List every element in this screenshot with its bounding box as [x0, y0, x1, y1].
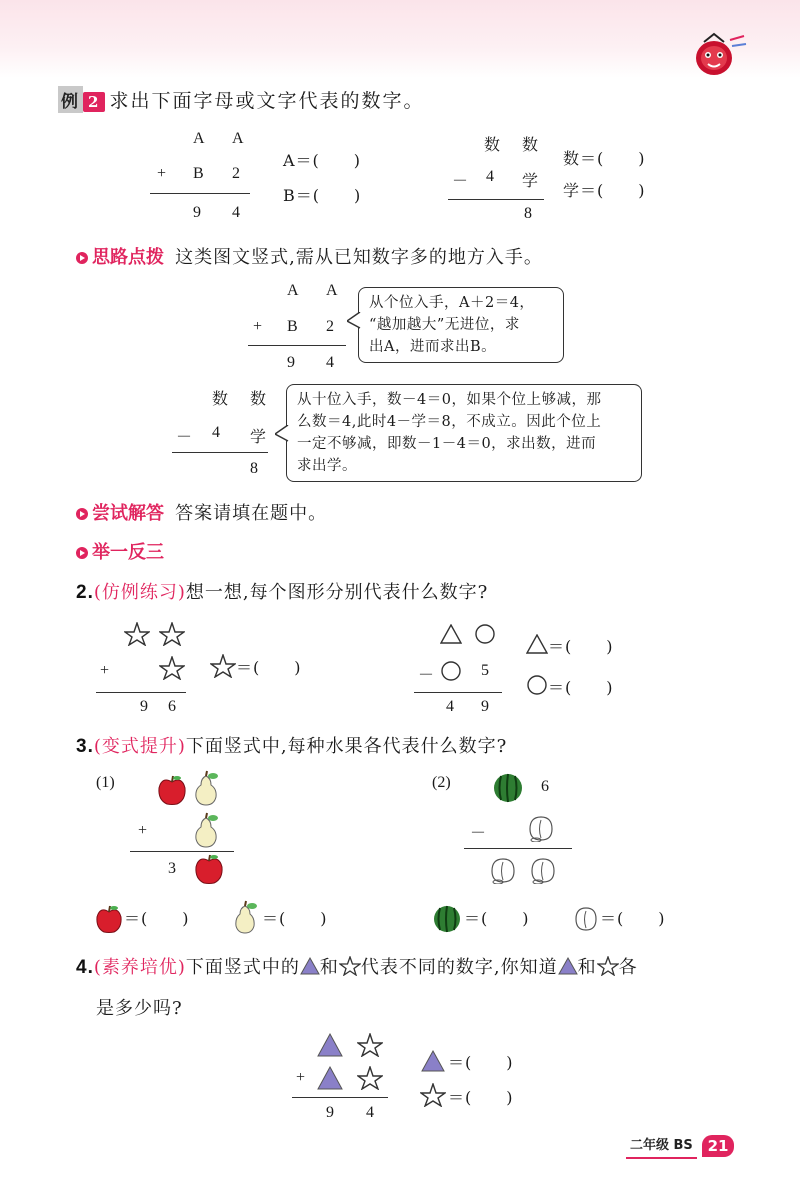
- example-badge: 例: [58, 86, 83, 113]
- q4-number: 4.: [76, 957, 94, 978]
- bubble-line: 一定不够减，即数－1－4＝0，求出数，进而: [297, 436, 597, 452]
- bubble-line: 么数＝4,此时4－学＝8，不成立。因此个位上: [297, 414, 602, 430]
- example-number: 2: [83, 92, 105, 112]
- bubble-line: 从个位入手，A＋2＝4，: [369, 295, 535, 311]
- pear-icon: [192, 812, 222, 848]
- digit: 9: [193, 204, 201, 221]
- answer-blank[interactable]: ＝( ): [262, 909, 328, 928]
- bubble-tail: [347, 312, 361, 330]
- bubble-line: 求出学。: [297, 458, 357, 474]
- operator: －: [176, 429, 193, 446]
- example-title-row: [58, 86, 424, 113]
- triangle-icon: [440, 624, 462, 644]
- star-icon: [597, 956, 619, 976]
- digit: 5: [481, 662, 489, 679]
- play-icon: [76, 252, 88, 264]
- part-label: (2): [432, 774, 451, 791]
- q2-text: 想一想,每个图形分别代表什么数字?: [185, 582, 489, 603]
- digit: 9: [140, 698, 148, 715]
- top-band: [0, 0, 800, 78]
- star-icon: [357, 1066, 383, 1090]
- triangle-icon: [317, 1066, 343, 1090]
- sum-line: [130, 851, 234, 852]
- digit: 9: [326, 1104, 334, 1121]
- operator: +: [253, 318, 263, 335]
- q2-number: 2.: [76, 582, 94, 603]
- q2-row: [76, 578, 488, 604]
- operator: +: [157, 165, 167, 182]
- star-icon: [124, 622, 150, 646]
- digit: A: [287, 282, 299, 299]
- pear-icon: [232, 900, 260, 934]
- watermelon-icon: [492, 772, 524, 804]
- circle-icon: [526, 674, 548, 696]
- star-icon: [159, 656, 185, 680]
- q4-text: 各: [618, 957, 638, 978]
- q4-text: 和: [319, 957, 339, 978]
- operator: －: [452, 173, 469, 190]
- q3-row: [76, 732, 507, 758]
- grade-label: 二年级 BS: [626, 1135, 697, 1159]
- digit: 3: [168, 860, 176, 877]
- sum-line: [96, 692, 186, 693]
- star-icon: [420, 1083, 446, 1107]
- digit: 8: [250, 460, 258, 477]
- digit: 9: [287, 354, 295, 371]
- circle-icon: [440, 660, 462, 682]
- practice-row: [76, 538, 164, 564]
- circle-icon: [474, 623, 496, 645]
- q4-tag: (素养培优): [93, 957, 186, 978]
- char: 数: [250, 391, 267, 408]
- sum-line: [292, 1097, 388, 1098]
- diff-line: [414, 692, 502, 693]
- operator: －: [418, 667, 435, 684]
- triangle-icon: [558, 957, 578, 975]
- q4-text: 和: [577, 957, 597, 978]
- diff-line: [464, 848, 572, 849]
- bubble-line: 从十位入手，数－4＝0，如果个位上够减，那: [297, 392, 602, 408]
- digit: 4: [486, 168, 494, 185]
- star-icon: [339, 956, 361, 976]
- digit: 2: [326, 318, 334, 335]
- digit: 9: [481, 698, 489, 715]
- q3-tag: (变式提升): [93, 736, 186, 757]
- hint-bubble-a: [358, 287, 564, 363]
- q4-row: [76, 953, 638, 979]
- operator: －: [470, 825, 487, 842]
- watermelon-icon: [432, 904, 462, 934]
- operator: +: [100, 662, 110, 679]
- hint-text: 这类图文竖式,需从已知数字多的地方入手。: [175, 247, 543, 268]
- q4-text-line2: 是多少吗?: [96, 998, 183, 1019]
- apple-icon: [156, 774, 188, 806]
- answer-blank[interactable]: ＝( ): [124, 909, 190, 928]
- digit: B: [287, 318, 298, 335]
- star-icon: [210, 654, 236, 678]
- answer-blank[interactable]: ＝( ): [464, 909, 530, 928]
- char: 学: [250, 429, 267, 446]
- part-label: (1): [96, 774, 115, 791]
- answer-blank[interactable]: ＝( ): [600, 909, 666, 928]
- q4-text: 下面竖式中的: [185, 957, 300, 978]
- triangle-icon: [421, 1050, 445, 1072]
- peach-icon: [526, 812, 556, 842]
- star-icon: [159, 622, 185, 646]
- digit: 8: [524, 205, 532, 222]
- digit: 2: [232, 165, 240, 182]
- operator: +: [296, 1069, 306, 1086]
- answer-blank[interactable]: ＝( ): [548, 678, 614, 697]
- sum-line: [248, 345, 346, 346]
- bubble-line: 出A，进而求出B。: [369, 339, 497, 355]
- peach-icon: [572, 904, 600, 932]
- pear-icon: [192, 770, 222, 806]
- answer-blank[interactable]: A＝( ): [283, 151, 362, 170]
- footer: [626, 1135, 736, 1157]
- play-icon: [76, 547, 88, 559]
- sum-line: [150, 193, 250, 194]
- play-icon: [76, 508, 88, 520]
- answer-blank[interactable]: 数＝( ): [563, 149, 646, 168]
- star-icon: [357, 1033, 383, 1057]
- char: 数: [484, 137, 501, 154]
- digit: 4: [326, 354, 334, 371]
- char: 数: [522, 137, 539, 154]
- peach-icon: [488, 854, 518, 884]
- q2-tag: (仿例练习): [93, 582, 186, 603]
- digit: 6: [541, 778, 549, 795]
- answer-blank[interactable]: ＝( ): [448, 1053, 514, 1072]
- char: 学: [522, 173, 539, 190]
- mascot-icon: [688, 28, 748, 82]
- answer-blank[interactable]: ＝( ): [548, 637, 614, 656]
- apple-icon: [193, 853, 225, 885]
- diff-line: [448, 199, 544, 200]
- triangle-icon: [317, 1033, 343, 1057]
- q3-number: 3.: [76, 736, 94, 757]
- digit: 4: [232, 204, 240, 221]
- digit: A: [232, 130, 244, 147]
- answer-blank[interactable]: B＝( ): [283, 186, 362, 205]
- hint-label: 思路点拨: [76, 247, 164, 268]
- q4-text: 代表不同的数字,你知道: [360, 957, 558, 978]
- example-title: 求出下面字母或文字代表的数字。: [109, 90, 425, 112]
- hint-row: [76, 243, 543, 269]
- try-text: 答案请填在题中。: [175, 503, 328, 524]
- digit: 4: [212, 424, 220, 441]
- bubble-tail: [275, 425, 289, 443]
- digit: 4: [366, 1104, 374, 1121]
- diff-line: [172, 452, 268, 453]
- operator: +: [138, 822, 148, 839]
- hint-bubble-b: [286, 384, 642, 482]
- digit: 6: [168, 698, 176, 715]
- try-label: 尝试解答: [76, 503, 164, 524]
- answer-blank[interactable]: ＝( ): [236, 658, 302, 677]
- answer-blank[interactable]: ＝( ): [448, 1088, 514, 1107]
- page-number: 21: [702, 1135, 734, 1157]
- digit: 4: [446, 698, 454, 715]
- bubble-line: “越加越大”无进位，求: [369, 317, 520, 333]
- answer-blank[interactable]: 学＝( ): [563, 181, 646, 200]
- char: 数: [212, 391, 229, 408]
- digit: A: [326, 282, 338, 299]
- peach-icon: [528, 854, 558, 884]
- q3-text: 下面竖式中,每种水果各代表什么数字?: [185, 736, 508, 757]
- digit: A: [193, 130, 205, 147]
- apple-icon: [94, 904, 124, 934]
- triangle-icon: [300, 957, 320, 975]
- digit: B: [193, 165, 204, 182]
- try-row: [76, 499, 327, 525]
- practice-label: 举一反三: [76, 542, 164, 563]
- triangle-icon: [526, 634, 548, 654]
